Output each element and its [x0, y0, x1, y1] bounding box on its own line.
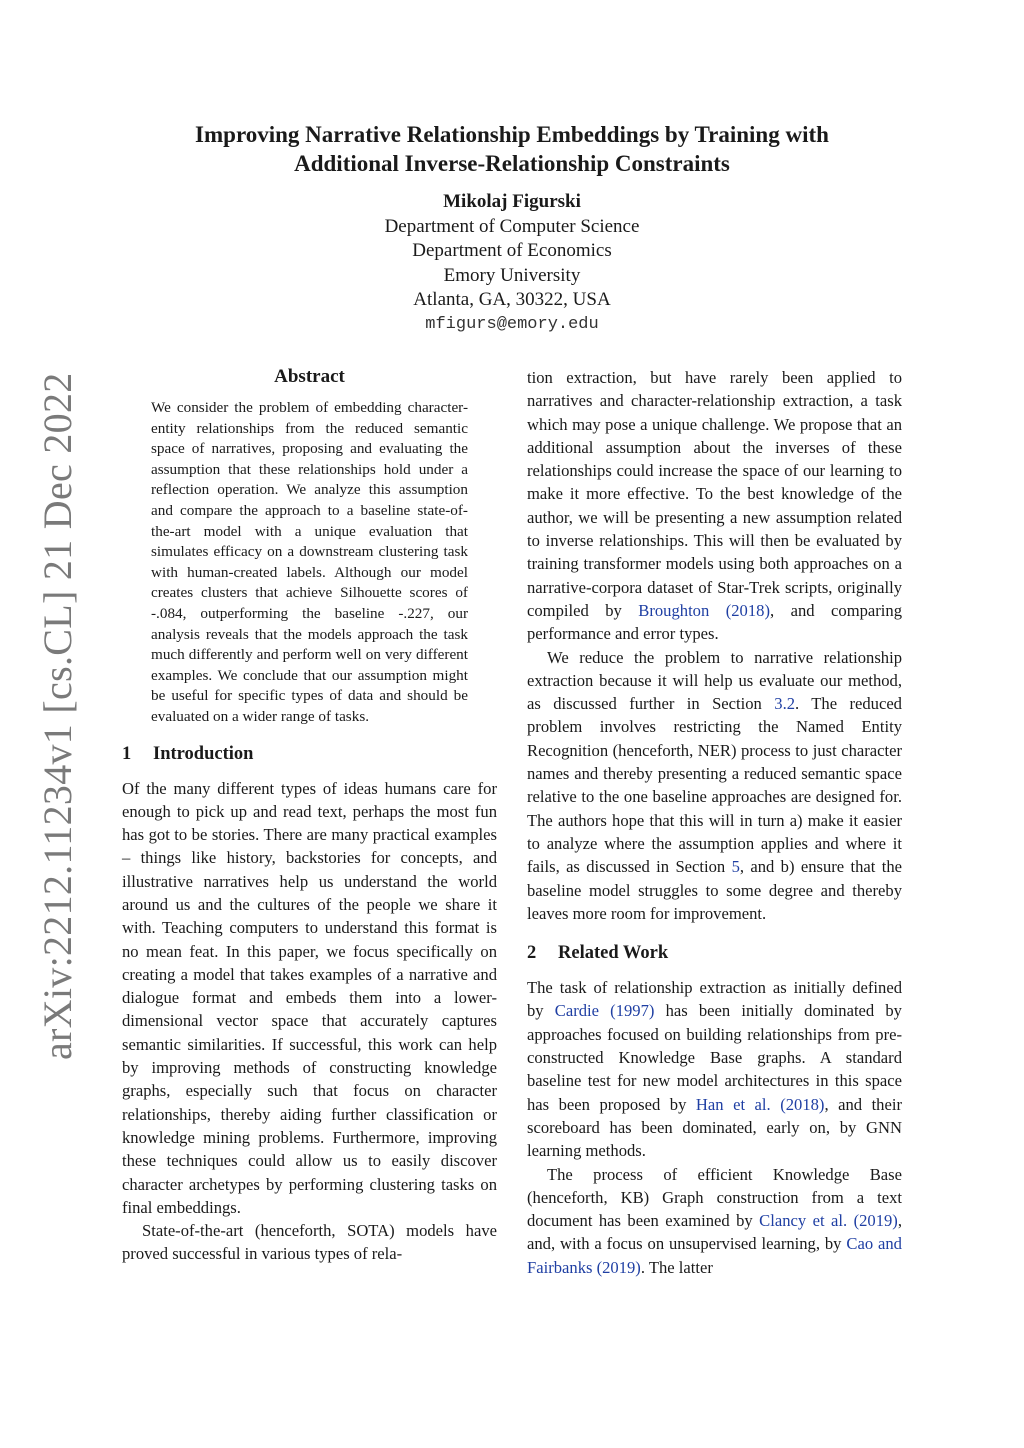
intro-paragraph-2-continued — [527, 366, 902, 646]
intro-p4-text-b: . The reduced problem involves restricting the Named Entity Recognition (henceforth, NER) process to just character names and thereby presenting a reduced semantic space relative to the one baseline approaches are designed for. The authors hope that this will in turn a) make it easier to analyze where the assumption applies and where it fails, as discussed in Section — [527, 694, 902, 877]
citation-broughton-2018[interactable]: Broughton (2018) — [638, 600, 770, 620]
title-line-1: Improving Narrative Relationship Embeddings by Training with — [195, 122, 829, 147]
section-2-number: 2 — [527, 943, 537, 964]
intro-p4-text-a: We reduce the problem to narrative relationship extraction because it will help us evaluate our method, as discussed further in Section — [527, 647, 902, 714]
paper-title — [100, 120, 924, 178]
rw-p2-text-c: . The latter — [640, 1257, 713, 1277]
author-address: Atlanta, GA, 30322, USA — [413, 289, 611, 310]
section-1-title: Introduction — [153, 743, 254, 764]
section-ref-5[interactable]: 5 — [731, 857, 740, 877]
affiliation-university: Emory University — [443, 264, 581, 286]
rw-p1-text-c: , and their scoreboard has been dominated, early on, by GNN learning methods. — [527, 1094, 902, 1161]
section-ref-3-2[interactable]: 3.2 — [774, 694, 796, 714]
citation-clancy-2019[interactable]: Clancy et al. (2019) — [759, 1211, 898, 1231]
author-email: mfigurs@emory.edu — [425, 314, 599, 334]
rw-p1-text-a: The task of relationship extraction as initially defined by — [527, 978, 902, 1021]
section-1-heading — [122, 744, 497, 765]
abstract-heading: Abstract — [274, 366, 345, 387]
related-work-paragraph-1 — [527, 976, 902, 1162]
affiliation-econ: Department of Economics — [412, 240, 612, 261]
title-line-2: Additional Inverse-Relationship Constraints — [294, 151, 730, 176]
abstract-text: We consider the problem of embedding character-entity relationships from the reduced semantic space of narratives, proposing and evaluating the assumption that these relationships hold under a reflection operation. We analyze this assumption and compare the approach to a baseline state-of-the-art model with a unique evaluation that simulates efficacy on a downstream clustering task with human-created labels. Although our model creates clusters that achieve Silhouette scores of -.084, outperforming the baseline -.227, our analysis reveals that the models approach the task much differently and perform well on very different examples. We conclude that our assumption might be useful for specific types of data and should be evaluated on a wider range of tasks. — [151, 399, 468, 725]
author-name: Mikolaj Figurski — [443, 191, 581, 212]
related-work-paragraph-2 — [527, 1163, 902, 1279]
citation-han-2018[interactable]: Han et al. (2018) — [695, 1094, 825, 1114]
rw-p1-text-b: has been initially dominated by approaches focused on building relationships from pre-constructed Knowledge Base graphs. A standard baseline test for new model architectures in this space has been proposed by — [527, 1001, 902, 1114]
arxiv-identifier-stamp: arXiv:2212.11234v1 [cs.CL] 21 Dec 2022 — [35, 372, 80, 1060]
intro-p3-text-b: , and comparing performance and error types. — [527, 600, 902, 644]
section-2-title: Related Work — [558, 943, 669, 964]
intro-paragraph-1: Of the many different types of ideas humans care for enough to pick up and read text, perhaps the most fun has got to be stories. There are many practical examples – things like history, backstories for concepts, and illustrative narratives help us understand the world around us and the cultures of the people we share it with. Teaching computers to understand this format is no mean feat. In this paper, we focus specifically on creating a model that takes examples of a narrative and dialogue format and embeds them into a lower-dimensional vector space that accurately captures semantic similarities. If successful, this work can help by improving methods of constructing knowledge graphs, especially such that focus on character relationships, thereby aiding further classification or knowledge mining problems. Furthermore, improving these techniques could allow us to easily discover character archetypes by performing clustering tasks on final embeddings. — [122, 778, 497, 1217]
rw-p2-text-a: The process of efficient Knowledge Base (henceforth, KB) Graph construction from a text document has been examined by — [527, 1164, 902, 1231]
section-2-heading — [527, 943, 902, 964]
intro-paragraph-2: State-of-the-art (henceforth, SOTA) models have proved successful in various types of rela- — [122, 1221, 497, 1264]
rw-p2-text-b: , and, with a focus on unsupervised learning, by — [527, 1211, 902, 1254]
intro-p4-text-c: , and b) ensure that the baseline model struggles to some degree and thereby leaves more room for improvement. — [527, 857, 903, 923]
right-column — [527, 366, 902, 1279]
citation-cardie-1997[interactable]: Cardie (1997) — [554, 1001, 655, 1021]
intro-paragraph-3 — [527, 646, 902, 926]
affiliation-cs: Department of Computer Science — [384, 215, 640, 237]
author-block — [200, 190, 824, 337]
section-1-number: 1 — [122, 743, 132, 764]
intro-p3-text-a: tion extraction, but have rarely been applied to narratives and character-relationship extraction, a task which may pose a unique challenge. We propose that an additional assumption about the inverses of these relationships could increase the space of our learning to make it more effective. To the best knowledge of the author, we will be presenting a new assumption related to inverse relationships. This will then be evaluated by training transformer models using both approaches on a narrative-corpora dataset of Star-Trek scripts, originally compiled by — [527, 368, 902, 620]
left-column — [122, 366, 497, 1266]
citation-cao-fairbanks-2019[interactable]: Cao and Fairbanks (2019) — [527, 1234, 902, 1277]
